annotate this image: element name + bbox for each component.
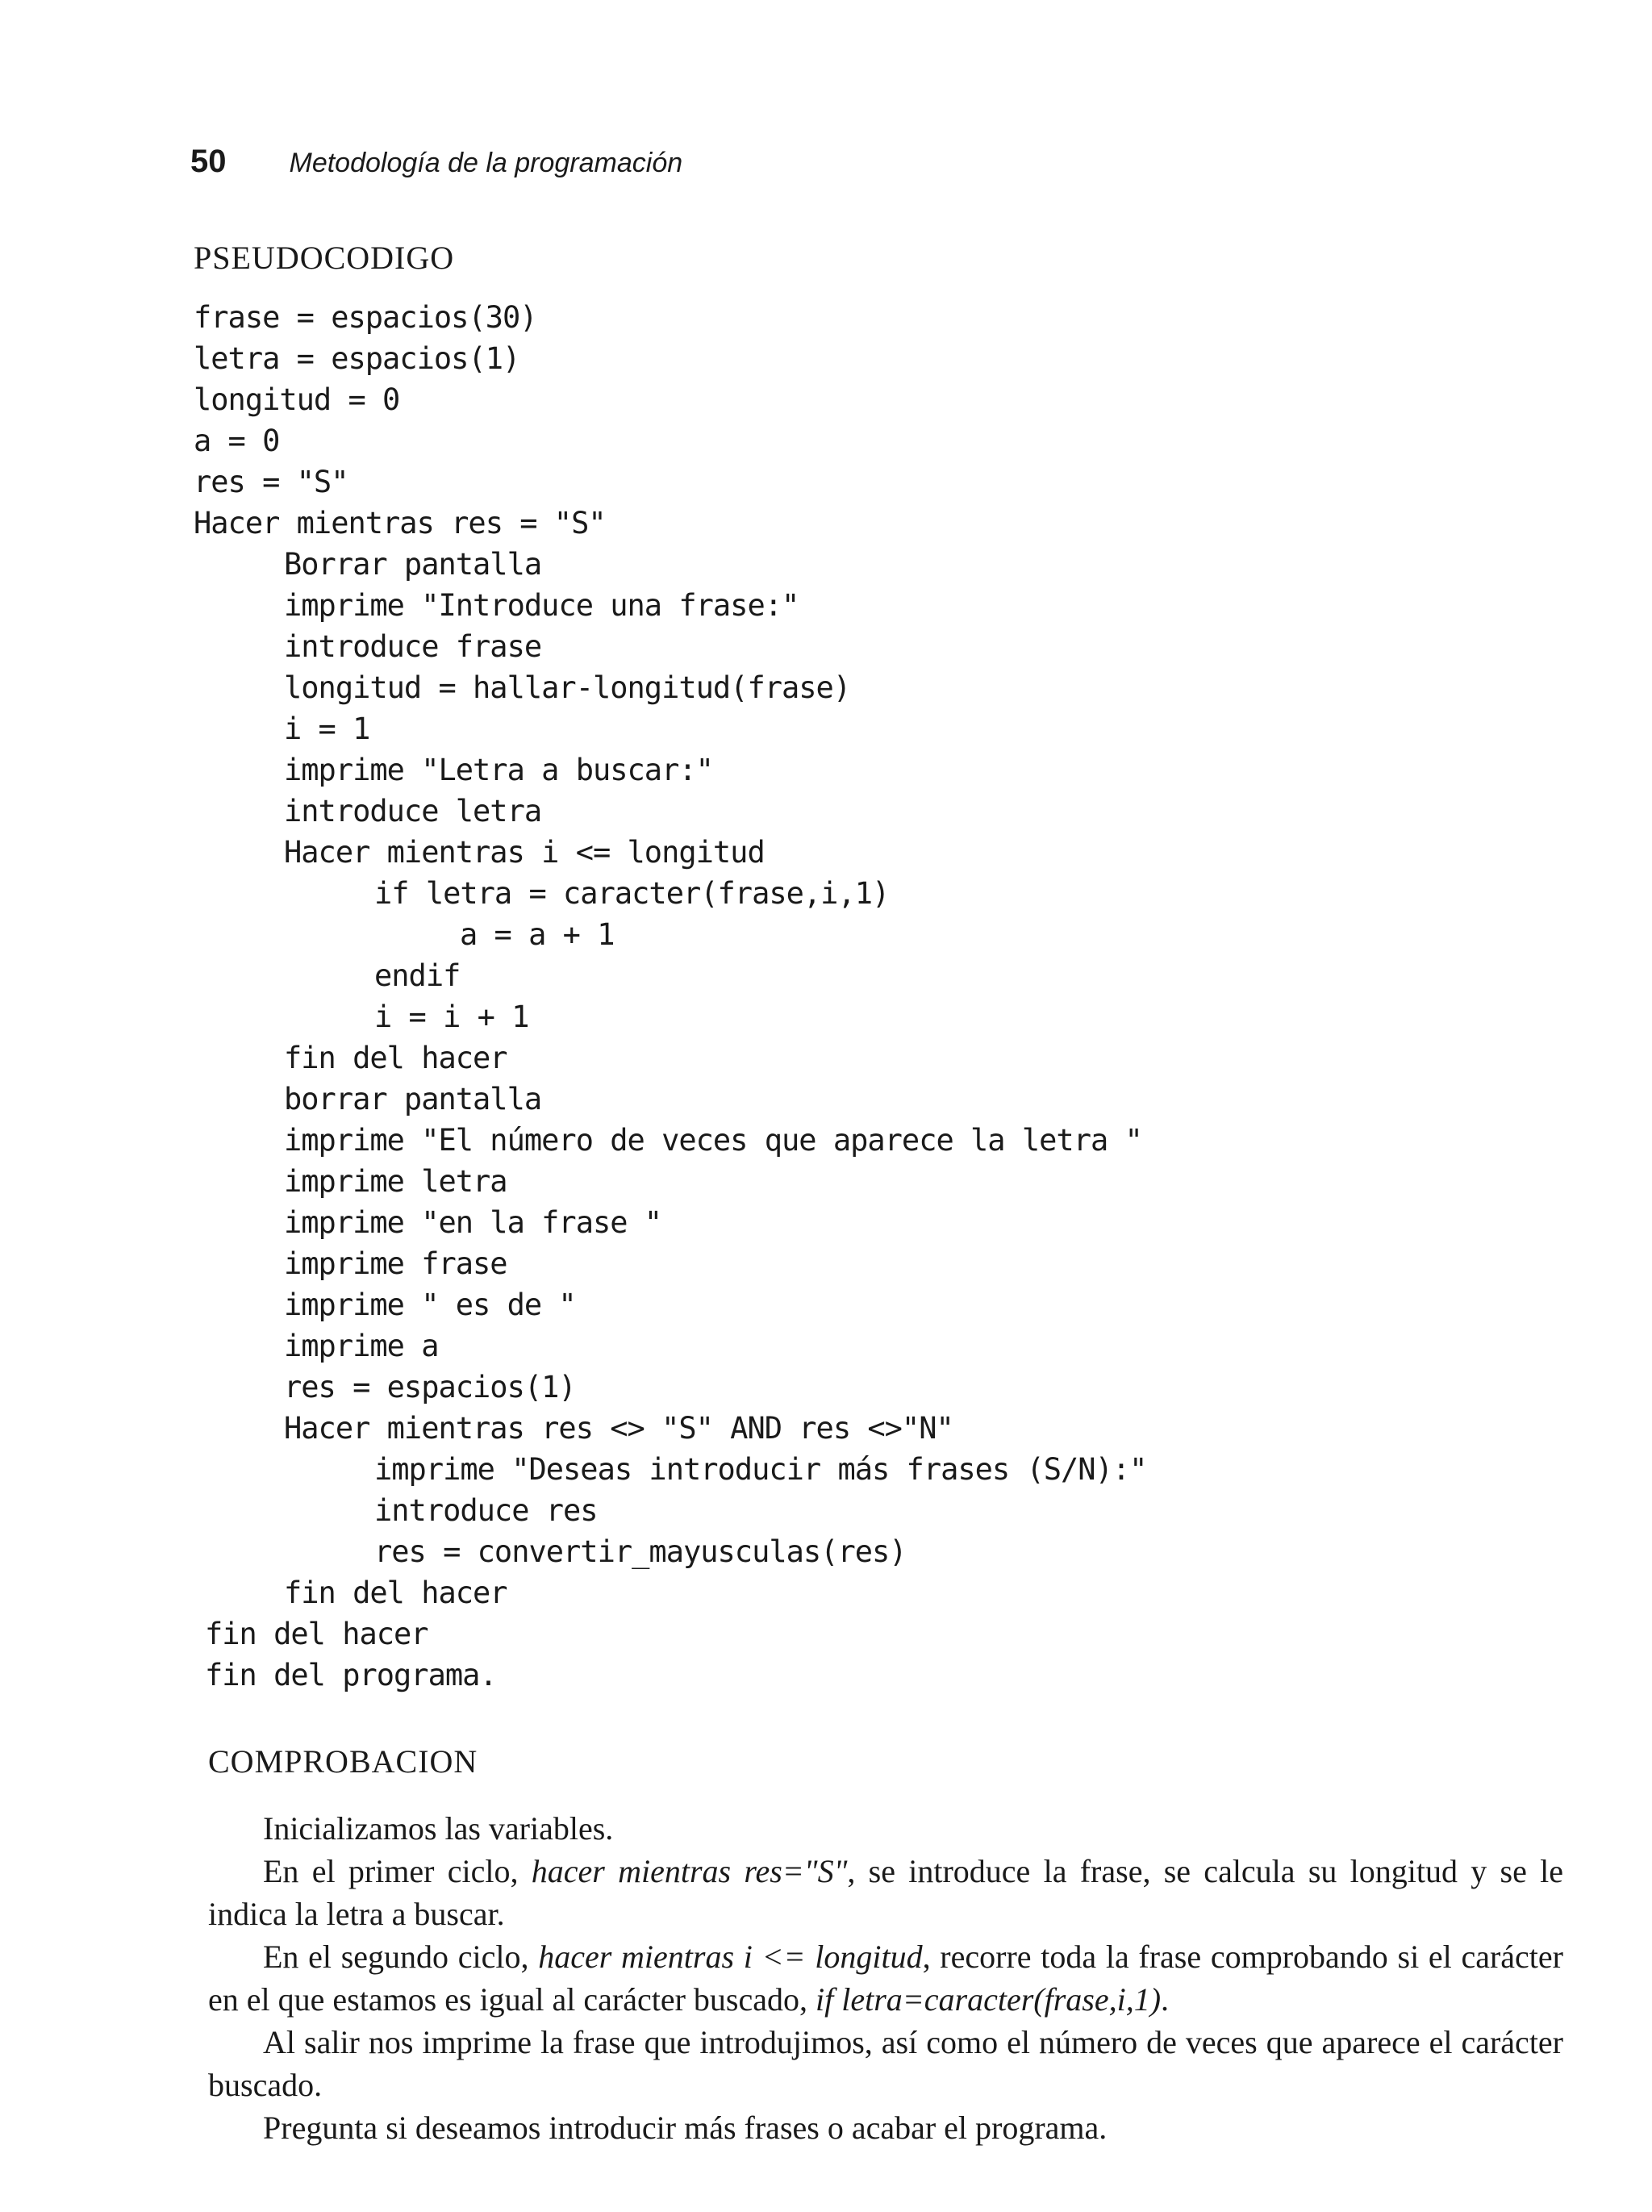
- code-line: fin del hacer: [284, 1041, 507, 1075]
- code-line: a = a + 1: [460, 917, 615, 952]
- code-line: res = espacios(1): [284, 1370, 576, 1404]
- italic-term: hacer mientras res="S": [531, 1853, 848, 1889]
- code-line: introduce res: [374, 1493, 598, 1528]
- code-line: frase = espacios(30): [194, 300, 537, 335]
- page-header: [190, 144, 682, 192]
- pseudocode-heading: PSEUDOCODIGO: [194, 240, 455, 276]
- code-line: introduce frase: [284, 629, 542, 664]
- code-line: Hacer mientras res <> "S" AND res <>"N": [284, 1411, 953, 1446]
- code-line: res = "S": [194, 465, 348, 499]
- code-line: imprime "en la frase ": [284, 1205, 662, 1240]
- code-line: longitud = 0: [194, 382, 400, 417]
- code-line: borrar pantalla: [284, 1082, 542, 1116]
- code-line: i = i + 1: [374, 1000, 529, 1034]
- code-line: letra = espacios(1): [194, 341, 520, 376]
- code-line: imprime letra: [284, 1164, 507, 1199]
- page-number: 50: [190, 144, 227, 179]
- code-line: if letra = caracter(frase,i,1): [374, 876, 890, 911]
- pseudocode-block: [194, 297, 1516, 1696]
- code-line: imprime "Deseas introducir más frases (S/N):": [374, 1452, 1147, 1487]
- code-line: a = 0: [194, 424, 280, 458]
- comprobacion-text: [208, 1807, 1563, 2149]
- code-line: imprime "El número de veces que aparece la letra ": [284, 1123, 1142, 1158]
- running-title: Metodología de la programación: [289, 148, 683, 178]
- code-line: imprime a: [284, 1329, 439, 1363]
- code-line: i = 1: [284, 712, 370, 746]
- code-line: res = convertir_mayusculas(res): [374, 1534, 907, 1569]
- code-line: fin del programa.: [205, 1658, 497, 1692]
- code-line: Borrar pantalla: [284, 547, 542, 582]
- paragraph-3: En el segundo ciclo, hacer mientras i <= longitud, recorre toda la frase comprobando si el carácter en el que estamos es igual al carácter buscado, if letra=caracter(frase,i,1).: [208, 1939, 1563, 2018]
- code-line: fin del hacer: [284, 1576, 507, 1610]
- code-line: introduce letra: [284, 794, 542, 828]
- paragraph-4: Al salir nos imprime la frase que introdujimos, así como el número de veces que aparece el carácter buscado.: [208, 2024, 1563, 2103]
- code-line: fin del hacer: [205, 1617, 428, 1651]
- italic-term: hacer mientras i <= longitud: [538, 1939, 923, 1975]
- code-line: Hacer mientras res = "S": [194, 506, 606, 540]
- code-line: imprime frase: [284, 1246, 507, 1281]
- paragraph-1: Inicializamos las variables.: [263, 1810, 614, 1847]
- code-line: endif: [374, 958, 461, 993]
- paragraph-5: Pregunta si deseamos introducir más frases o acabar el programa.: [263, 2110, 1108, 2146]
- italic-term: if letra=caracter(frase,i,1): [816, 1981, 1162, 2018]
- code-line: Hacer mientras i <= longitud: [284, 835, 765, 870]
- code-line: longitud = hallar-longitud(frase): [284, 670, 851, 705]
- code-line: imprime " es de ": [284, 1288, 576, 1322]
- code-line: imprime "Introduce una frase:": [284, 588, 799, 623]
- comprobacion-heading: COMPROBACION: [208, 1743, 478, 1780]
- paragraph-2: En el primer ciclo, hacer mientras res="S", se introduce la frase, se calcula su longitud y se le indica la letra a buscar.: [208, 1853, 1564, 1932]
- code-line: imprime "Letra a buscar:": [284, 753, 713, 787]
